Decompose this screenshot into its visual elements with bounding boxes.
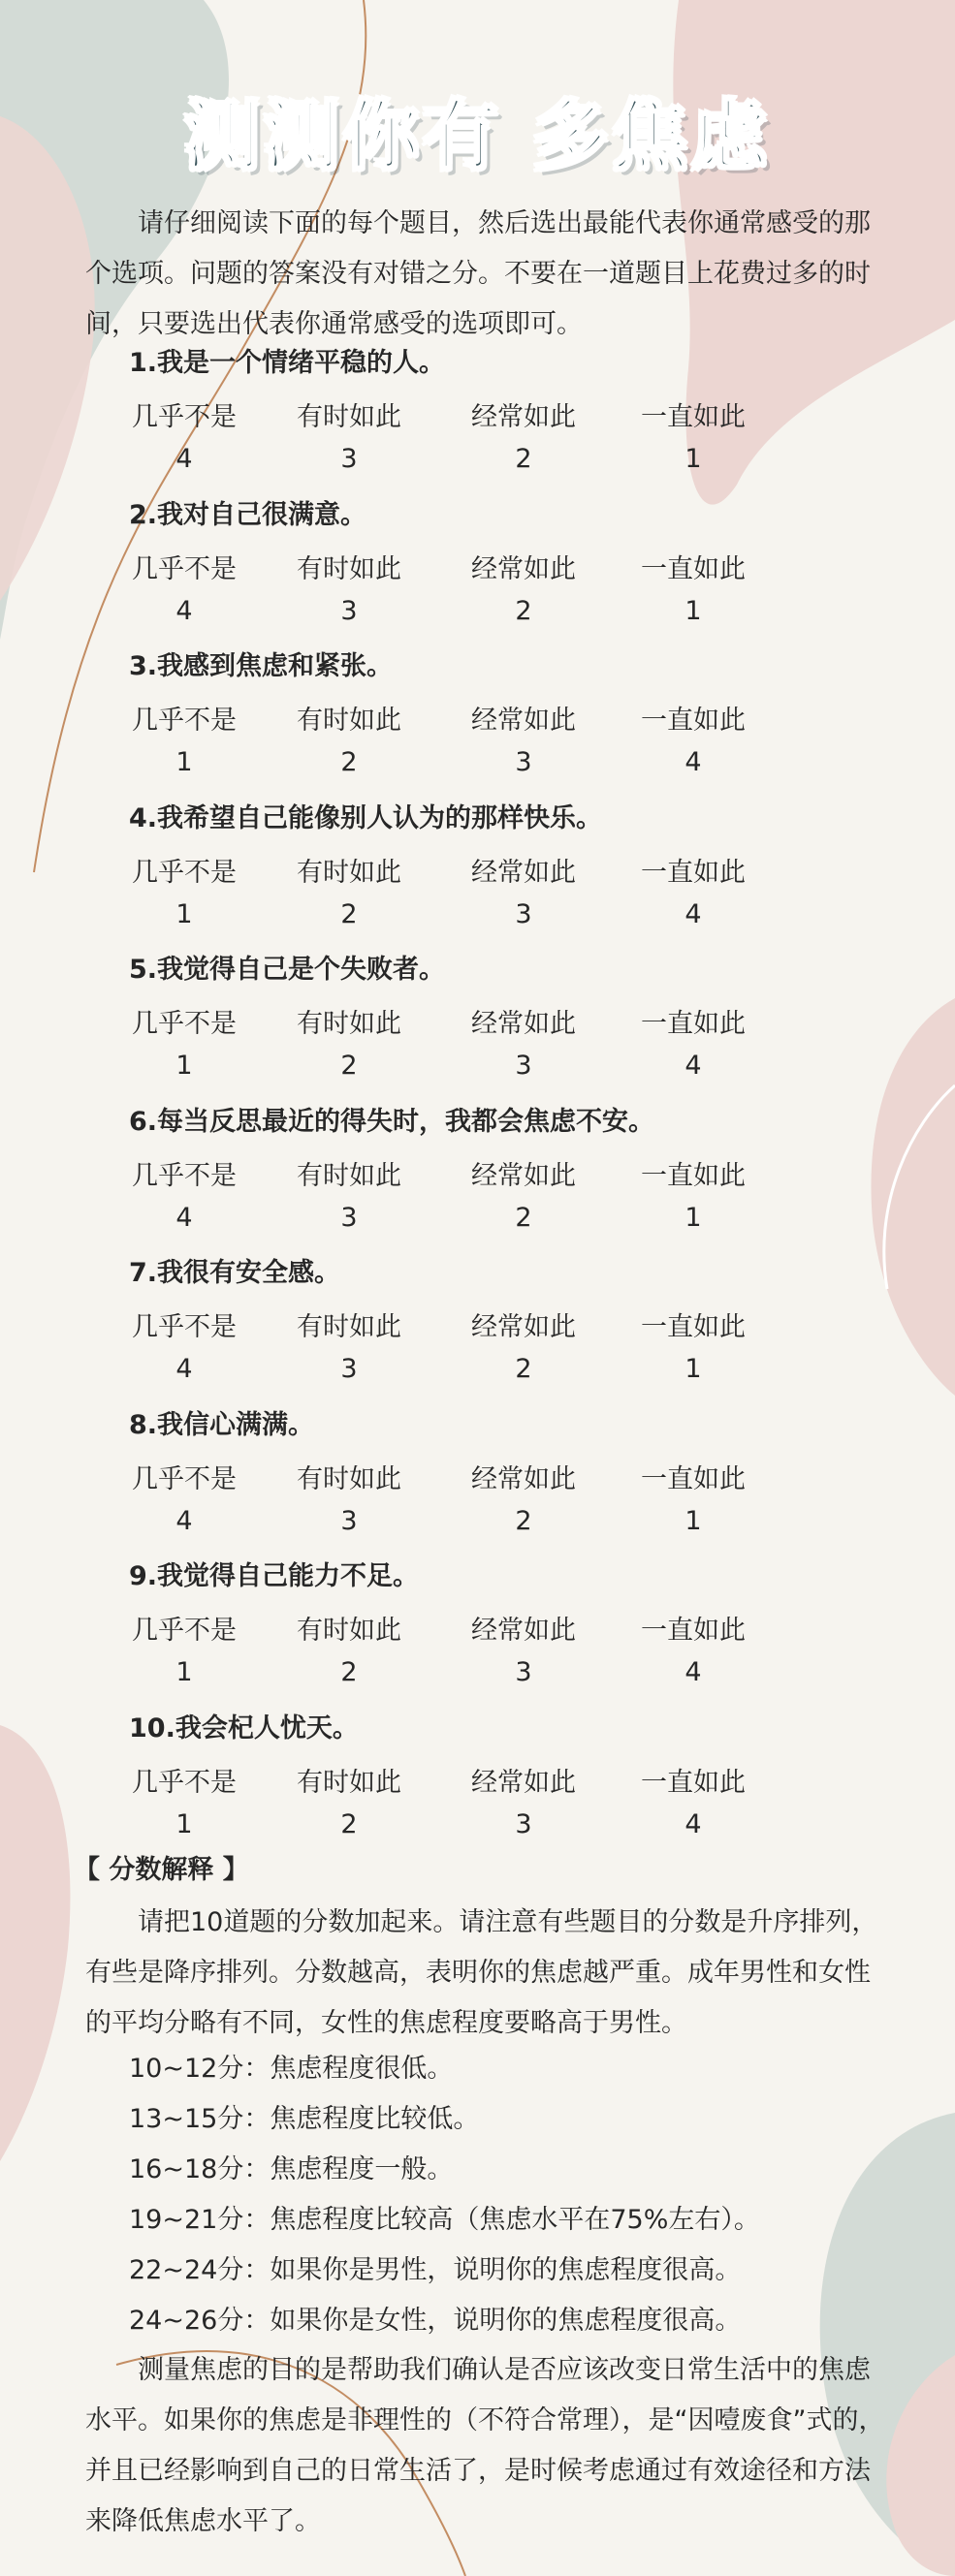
option-score: 4 xyxy=(684,898,702,929)
question-text: 5.我觉得自己是个失败者。 xyxy=(129,955,446,985)
option-score: 1 xyxy=(684,1202,702,1233)
score-row xyxy=(0,1051,955,1085)
option-score: 4 xyxy=(684,1051,702,1081)
option-score: 3 xyxy=(340,444,358,474)
option-label: 经常如此 xyxy=(471,857,576,888)
option-label: 有时如此 xyxy=(297,1009,401,1039)
option-score: 1 xyxy=(175,1657,193,1687)
option-label: 几乎不是 xyxy=(132,1160,237,1191)
option-score: 2 xyxy=(515,444,532,474)
option-label: 几乎不是 xyxy=(132,1463,237,1494)
option-label: 一直如此 xyxy=(641,1616,746,1646)
score-range-3: 16~18分：焦虑程度一般。 xyxy=(129,2154,454,2184)
option-score: 2 xyxy=(340,747,358,777)
option-label: 有时如此 xyxy=(297,857,401,888)
option-label: 几乎不是 xyxy=(132,553,237,584)
option-score: 3 xyxy=(515,1808,532,1839)
option-label: 经常如此 xyxy=(471,1009,576,1039)
option-label: 几乎不是 xyxy=(132,706,237,736)
page-title: 测测你有 多焦虑 xyxy=(183,93,772,180)
option-score: 1 xyxy=(684,595,702,626)
option-label: 有时如此 xyxy=(297,553,401,584)
option-score: 1 xyxy=(684,1505,702,1536)
option-label: 几乎不是 xyxy=(132,1312,237,1342)
option-row xyxy=(0,699,955,734)
option-row xyxy=(0,395,955,430)
question-text: 2.我对自己很满意。 xyxy=(129,499,367,530)
option-label: 一直如此 xyxy=(641,706,746,736)
option-label: 几乎不是 xyxy=(132,1616,237,1646)
option-score: 3 xyxy=(515,1051,532,1081)
question-text: 10.我会杞人忧天。 xyxy=(129,1712,359,1744)
score-row xyxy=(0,899,955,934)
score-range-6: 24~26分：如果你是女性，说明你的焦虑程度很高。 xyxy=(129,2306,742,2336)
option-label: 几乎不是 xyxy=(132,1767,237,1798)
option-label: 经常如此 xyxy=(471,1463,576,1494)
option-row xyxy=(0,548,955,582)
option-label: 有时如此 xyxy=(297,1767,401,1798)
score-row xyxy=(0,596,955,631)
score-range-5: 22~24分：如果你是男性，说明你的焦虑程度很高。 xyxy=(129,2255,742,2285)
option-score: 2 xyxy=(515,1354,532,1384)
option-label: 几乎不是 xyxy=(132,857,237,888)
option-label: 经常如此 xyxy=(471,1160,576,1191)
score-row xyxy=(0,1657,955,1692)
question-text: 8.我信心满满。 xyxy=(129,1409,315,1440)
option-label: 经常如此 xyxy=(471,1767,576,1798)
option-score: 2 xyxy=(340,1051,358,1081)
option-score: 2 xyxy=(515,1202,532,1233)
option-label: 一直如此 xyxy=(641,1312,746,1342)
option-label: 有时如此 xyxy=(297,1160,401,1191)
option-label: 几乎不是 xyxy=(132,1009,237,1039)
option-score: 2 xyxy=(515,1505,532,1536)
option-score: 3 xyxy=(340,1505,358,1536)
option-label: 经常如此 xyxy=(471,1616,576,1646)
option-score: 1 xyxy=(175,747,193,777)
option-score: 4 xyxy=(175,1202,193,1233)
score-row xyxy=(0,747,955,782)
option-score: 2 xyxy=(515,595,532,626)
score-range-1: 10~12分：焦虑程度很低。 xyxy=(129,2054,454,2084)
option-row xyxy=(0,1458,955,1492)
option-score: 4 xyxy=(684,1808,702,1839)
option-score: 4 xyxy=(684,1657,702,1687)
option-label: 一直如此 xyxy=(641,1160,746,1191)
score-explanation-paragraph: 请把10道题的分数加起来。请注意有些题目的分数是升序排列，有些是降序排列。分数越高，表明你的焦虑越严重。成年男性和女性的平均分略有不同，女性的焦虑程度要略高于男性。 xyxy=(85,1907,878,2038)
question-text: 7.我很有安全感。 xyxy=(129,1258,341,1288)
option-label: 有时如此 xyxy=(297,706,401,736)
option-score: 3 xyxy=(515,1657,532,1687)
option-score: 2 xyxy=(340,898,358,929)
option-label: 经常如此 xyxy=(471,402,576,432)
option-score: 2 xyxy=(340,1808,358,1839)
option-label: 经常如此 xyxy=(471,706,576,736)
option-score: 4 xyxy=(175,595,193,626)
option-score: 1 xyxy=(684,1354,702,1384)
option-label: 几乎不是 xyxy=(132,402,237,432)
score-row xyxy=(0,444,955,479)
option-score: 3 xyxy=(340,595,358,626)
score-row xyxy=(0,1203,955,1238)
option-score: 1 xyxy=(684,444,702,474)
option-label: 一直如此 xyxy=(641,553,746,584)
option-row xyxy=(0,1609,955,1644)
question-text: 9.我觉得自己能力不足。 xyxy=(129,1561,420,1591)
option-score: 3 xyxy=(340,1354,358,1384)
option-label: 一直如此 xyxy=(641,857,746,888)
option-row xyxy=(0,1305,955,1340)
option-score: 4 xyxy=(684,747,702,777)
question-text: 3.我感到焦虑和紧张。 xyxy=(129,651,394,681)
option-score: 4 xyxy=(175,1354,193,1384)
option-label: 一直如此 xyxy=(641,402,746,432)
option-score: 3 xyxy=(515,747,532,777)
option-score: 1 xyxy=(175,1051,193,1081)
option-label: 一直如此 xyxy=(641,1009,746,1039)
option-row xyxy=(0,1761,955,1796)
option-label: 经常如此 xyxy=(471,553,576,584)
question-text: 4.我希望自己能像别人认为的那样快乐。 xyxy=(129,802,603,833)
option-label: 有时如此 xyxy=(297,1616,401,1646)
option-row xyxy=(0,1002,955,1037)
score-range-2: 13~15分：焦虑程度比较低。 xyxy=(129,2104,480,2134)
option-score: 1 xyxy=(175,1808,193,1839)
option-label: 有时如此 xyxy=(297,402,401,432)
score-row xyxy=(0,1506,955,1541)
option-score: 4 xyxy=(175,1505,193,1536)
option-row xyxy=(0,1154,955,1189)
option-row xyxy=(0,851,955,886)
option-label: 经常如此 xyxy=(471,1312,576,1342)
score-explanation-heading: 【 分数解释 】 xyxy=(74,1855,249,1885)
intro-paragraph: 请仔细阅读下面的每个题目，然后选出最能代表你通常感受的那个选项。问题的答案没有对错之分。不要在一道题目上花费过多的时间，只要选出代表你通常感受的选项即可。 xyxy=(85,208,871,339)
option-label: 一直如此 xyxy=(641,1463,746,1494)
option-score: 3 xyxy=(515,898,532,929)
question-text: 1.我是一个情绪平稳的人。 xyxy=(129,348,446,378)
option-score: 4 xyxy=(175,444,193,474)
score-row xyxy=(0,1809,955,1844)
option-label: 有时如此 xyxy=(297,1463,401,1494)
score-range-4: 19~21分：焦虑程度比较高（焦虑水平在75%左右）。 xyxy=(129,2205,760,2235)
option-label: 有时如此 xyxy=(297,1312,401,1342)
option-score: 2 xyxy=(340,1657,358,1687)
option-score: 1 xyxy=(175,898,193,929)
option-label: 一直如此 xyxy=(641,1767,746,1798)
score-row xyxy=(0,1354,955,1389)
option-score: 3 xyxy=(340,1202,358,1233)
question-text: 6.每当反思最近的得失时，我都会焦虑不安。 xyxy=(129,1106,655,1137)
closing-paragraph: 测量焦虑的目的是帮助我们确认是否应该改变日常生活中的焦虑水平。如果你的焦虑是非理性的（不符合常理），是“因噎废食”式的，并且已经影响到自己的日常生活了，是时候考虑通过有效途径和方法来降低焦虑水平了。 xyxy=(85,2355,885,2536)
